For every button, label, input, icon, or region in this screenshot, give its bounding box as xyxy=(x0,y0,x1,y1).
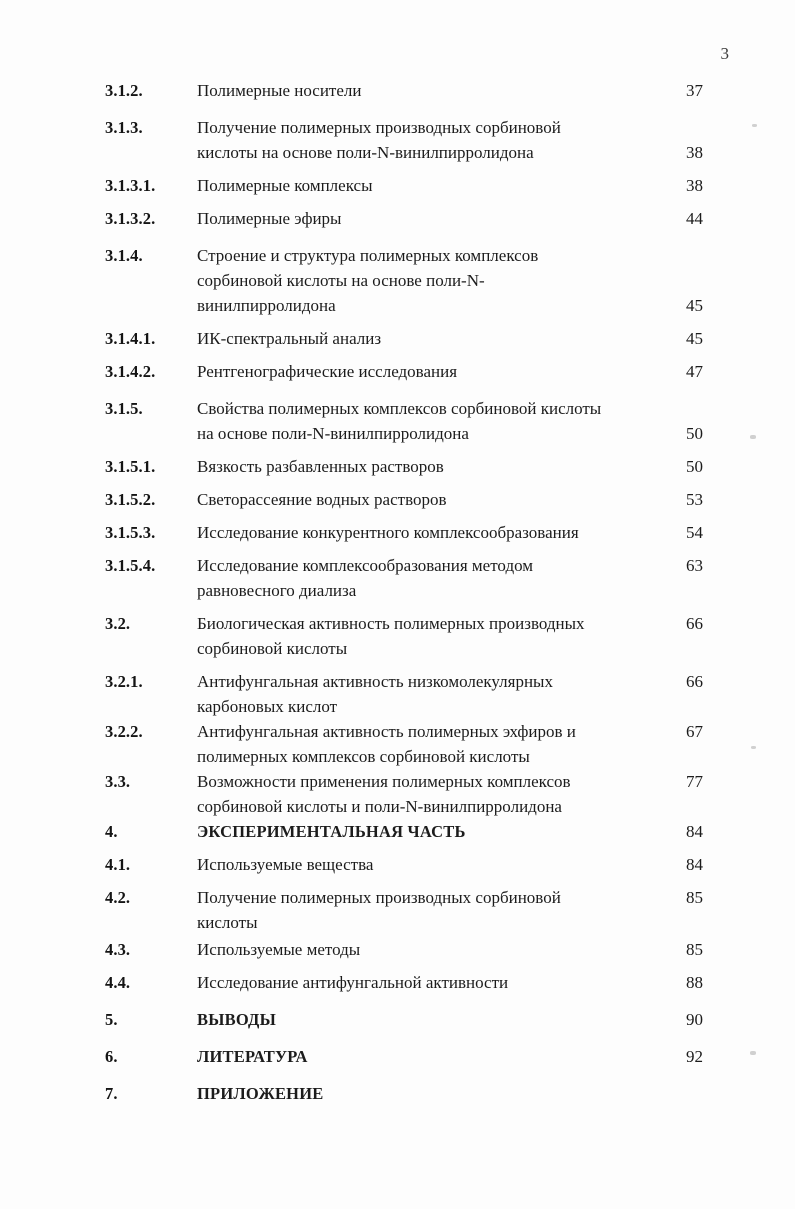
toc-entry-title xyxy=(197,396,669,446)
toc-entry[interactable] xyxy=(105,78,703,103)
toc-entry-page-number: 54 xyxy=(686,523,703,542)
toc-entry-title-line: Полимерные эфиры xyxy=(197,209,342,228)
toc-entry-page-number: 53 xyxy=(686,490,703,509)
toc-entry[interactable] xyxy=(105,611,703,661)
scan-speckle xyxy=(750,435,756,439)
toc-entry-number: 5. xyxy=(105,1010,118,1029)
toc-entry-page-number: 85 xyxy=(686,888,703,907)
toc-entry-title xyxy=(197,885,669,935)
toc-entry-title-line: ПРИЛОЖЕНИЕ xyxy=(197,1084,324,1103)
toc-entry-title-line: Светорассеяние водных растворов xyxy=(197,490,447,509)
toc-entry-title-line: Антифунгальная активность полимерных эхфиров и xyxy=(197,722,576,741)
scan-speckle xyxy=(751,746,756,749)
toc-entry-title xyxy=(197,206,669,231)
toc-entry-page-number: 38 xyxy=(686,143,703,162)
toc-entry-number: 6. xyxy=(105,1047,118,1066)
toc-entry-title xyxy=(197,719,669,769)
toc-entry-title-line: Исследование конкурентного комплексообразования xyxy=(197,523,579,542)
toc-entry[interactable] xyxy=(105,852,703,877)
toc-entry[interactable] xyxy=(105,520,703,545)
toc-entry-page-number: 44 xyxy=(686,209,703,228)
toc-entry-title-line: Полимерные носители xyxy=(197,81,362,100)
toc-entry-title-line: винилпирролидона xyxy=(197,296,336,315)
toc-entry-title xyxy=(197,769,669,819)
toc-entry-title xyxy=(197,520,669,545)
toc-entry-number: 7. xyxy=(105,1084,118,1103)
toc-entry-number: 3.2. xyxy=(105,614,131,633)
toc-entry[interactable] xyxy=(105,1081,703,1106)
toc-entry-number: 4.1. xyxy=(105,855,131,874)
toc-entry-number: 3.3. xyxy=(105,772,131,791)
toc-entry-page-number: 45 xyxy=(686,296,703,315)
toc-entry-number: 3.1.4.2. xyxy=(105,362,156,381)
toc-entry-number: 3.1.5.4. xyxy=(105,556,156,575)
toc-entry-title xyxy=(197,1081,669,1106)
toc-entry-title-line: равновесного диализа xyxy=(197,581,357,600)
toc-entry-title-line: сорбиновой кислоты и поли-N-винилпирролидона xyxy=(197,797,562,816)
toc-entry-title-line: Используемые вещества xyxy=(197,855,374,874)
toc-entry-number: 4. xyxy=(105,822,118,841)
toc-entry-title xyxy=(197,487,669,512)
toc-entry-page-number: 88 xyxy=(686,973,703,992)
scan-speckle xyxy=(750,1051,756,1055)
toc-entry-title-line: на основе поли-N-винилпирролидона xyxy=(197,424,469,443)
toc-entry-title xyxy=(197,970,669,995)
toc-entry-title-line: карбоновых кислот xyxy=(197,697,338,716)
toc-entry-title-line: сорбиновой кислоты xyxy=(197,639,348,658)
toc-entry-page-number: 67 xyxy=(686,722,703,741)
toc-entry[interactable] xyxy=(105,206,703,231)
toc-entry-number: 3.1.2. xyxy=(105,81,143,100)
toc-entry-title-line: ВЫВОДЫ xyxy=(197,1010,276,1029)
toc-entry-title-line: ЭКСПЕРИМЕНТАЛЬНАЯ ЧАСТЬ xyxy=(197,822,466,841)
toc-entry-title-line: Вязкость разбавленных растворов xyxy=(197,457,444,476)
toc-entry-number: 3.1.3.1. xyxy=(105,176,156,195)
toc-entry[interactable] xyxy=(105,937,703,962)
toc-entry-number: 4.4. xyxy=(105,973,131,992)
toc-entry[interactable] xyxy=(105,487,703,512)
toc-entry-page-number: 45 xyxy=(686,329,703,348)
toc-entry-page-number: 66 xyxy=(686,614,703,633)
toc-entry-number: 3.1.3.2. xyxy=(105,209,156,228)
toc-entry-page-number: 63 xyxy=(686,556,703,575)
toc-entry-title-line: Рентгенографические исследования xyxy=(197,362,458,381)
toc-entry[interactable] xyxy=(105,819,703,844)
toc-entry-title xyxy=(197,553,669,603)
toc-entry-page-number: 90 xyxy=(686,1010,703,1029)
toc-entry-title xyxy=(197,326,669,351)
toc-entry[interactable] xyxy=(105,1007,703,1032)
toc-entry-page-number: 66 xyxy=(686,672,703,691)
toc-entry-title-line: Получение полимерных производных сорбиновой xyxy=(197,118,561,137)
toc-entry-title xyxy=(197,173,669,198)
toc-entry-title xyxy=(197,819,669,844)
toc-entry-title-line: ИК-спектральный анализ xyxy=(197,329,382,348)
toc-entry-title xyxy=(197,243,669,318)
toc-entry-title xyxy=(197,669,669,719)
toc-entry[interactable] xyxy=(105,396,703,446)
toc-entry[interactable] xyxy=(105,326,703,351)
toc-entry[interactable] xyxy=(105,553,703,603)
toc-entry-title-line: сорбиновой кислоты на основе поли-N- xyxy=(197,271,485,290)
toc-entry[interactable] xyxy=(105,769,703,819)
toc-entry-number: 3.2.2. xyxy=(105,722,143,741)
toc-entry[interactable] xyxy=(105,1044,703,1069)
toc-entry-title xyxy=(197,611,669,661)
toc-entry-number: 3.1.5.2. xyxy=(105,490,156,509)
toc-entry-number: 3.1.4. xyxy=(105,246,143,265)
toc-entry-title xyxy=(197,359,669,384)
toc-entry-page-number: 37 xyxy=(686,81,703,100)
toc-entry-title-line: Строение и структура полимерных комплексов xyxy=(197,246,539,265)
toc-entry-title xyxy=(197,937,669,962)
toc-entry-title-line: полимерных комплексов сорбиновой кислоты xyxy=(197,747,530,766)
toc-entry-title-line: Свойства полимерных комплексов сорбиновой кислоты xyxy=(197,399,602,418)
toc-entry-number: 3.2.1. xyxy=(105,672,143,691)
toc-entry-title-line: Антифунгальная активность низкомолекулярных xyxy=(197,672,553,691)
toc-entry-number: 4.3. xyxy=(105,940,131,959)
toc-entry-title-line: Исследование комплексообразования методом xyxy=(197,556,534,575)
toc-entry-page-number: 84 xyxy=(686,855,703,874)
toc-entry-title-line: Возможности применения полимерных комплексов xyxy=(197,772,571,791)
toc-entry-title-line: кислоты на основе поли-N-винилпирролидона xyxy=(197,143,534,162)
toc-entry[interactable] xyxy=(105,173,703,198)
toc-entry-title-line: кислоты xyxy=(197,913,258,932)
toc-entry[interactable] xyxy=(105,970,703,995)
toc-entry-title xyxy=(197,1007,669,1032)
toc-entry-title xyxy=(197,78,669,103)
toc-entry-number: 3.1.5. xyxy=(105,399,143,418)
toc-entry-title-line: Полимерные комплексы xyxy=(197,176,373,195)
toc-entry-title xyxy=(197,1044,669,1069)
toc-entry-title xyxy=(197,115,669,165)
toc-entry-page-number: 77 xyxy=(686,772,703,791)
toc-entry[interactable] xyxy=(105,454,703,479)
toc-entry-title-line: ЛИТЕРАТУРА xyxy=(197,1047,308,1066)
toc-entry-title-line: Биологическая активность полимерных производных xyxy=(197,614,585,633)
toc-entry-number: 3.1.5.3. xyxy=(105,523,156,542)
toc-entry-number: 4.2. xyxy=(105,888,131,907)
table-of-contents xyxy=(105,78,703,1106)
toc-entry-title-line: Исследование антифунгальной активности xyxy=(197,973,509,992)
toc-entry-page-number: 47 xyxy=(686,362,703,381)
toc-entry[interactable] xyxy=(105,359,703,384)
toc-entry-title-line: Получение полимерных производных сорбиновой xyxy=(197,888,561,907)
toc-entry-page-number: 38 xyxy=(686,176,703,195)
toc-entry-number: 3.1.4.1. xyxy=(105,329,156,348)
scan-speckle xyxy=(752,124,757,127)
toc-entry-number: 3.1.5.1. xyxy=(105,457,156,476)
toc-entry-page-number: 50 xyxy=(686,424,703,443)
toc-entry[interactable] xyxy=(105,243,703,318)
toc-entry[interactable] xyxy=(105,719,703,769)
toc-entry[interactable] xyxy=(105,885,703,935)
toc-entry[interactable] xyxy=(105,669,703,719)
toc-entry-number: 3.1.3. xyxy=(105,118,143,137)
page-folio-number: 3 xyxy=(720,44,729,63)
toc-entry-page-number: 92 xyxy=(686,1047,703,1066)
toc-entry-page-number: 84 xyxy=(686,822,703,841)
toc-entry-page-number: 50 xyxy=(686,457,703,476)
toc-entry-title-line: Используемые методы xyxy=(197,940,361,959)
toc-entry-page-number: 85 xyxy=(686,940,703,959)
toc-entry[interactable] xyxy=(105,115,703,165)
toc-entry-title xyxy=(197,454,669,479)
toc-entry-title xyxy=(197,852,669,877)
